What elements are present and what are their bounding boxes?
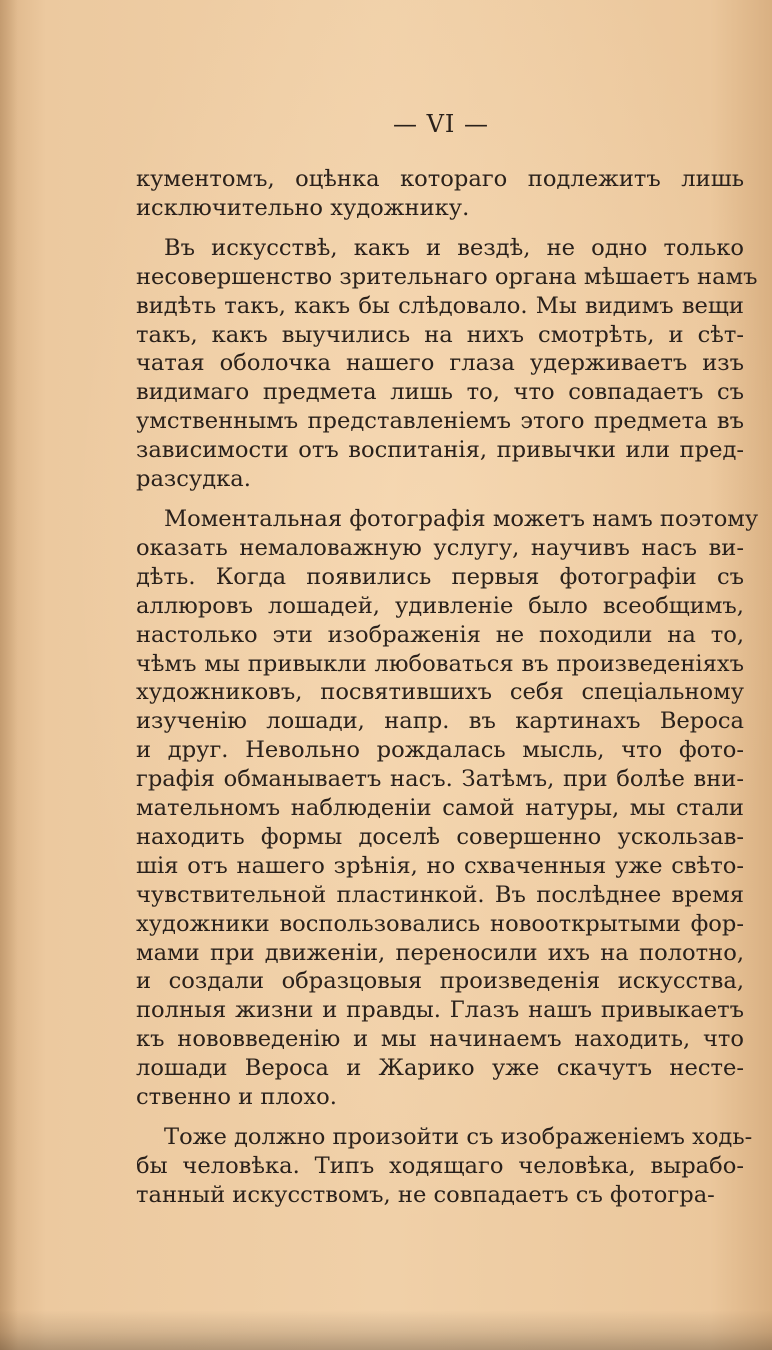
- text-line: художники воспользовались новооткрытыми фор-: [136, 910, 744, 937]
- text-line: художниковъ, посвятившихъ себя спеціальному: [136, 679, 744, 706]
- text-line: умственнымъ представленіемъ этого предмета въ: [136, 408, 744, 435]
- page-left-edge-shadow: [0, 0, 18, 1350]
- text-line: графія обманываетъ насъ. Затѣмъ, при болѣе вни-: [136, 766, 744, 793]
- text-line: такъ, какъ выучились на нихъ смотрѣть, и сѣт-: [136, 321, 744, 348]
- text-line: полныя жизни и правды. Глазъ нашъ привыкаетъ: [136, 997, 744, 1024]
- page-bottom-edge-shadow: [0, 1310, 772, 1350]
- text-line: бы человѣка. Типъ ходящаго человѣка, вырабо-: [136, 1152, 744, 1179]
- text-line: Тоже должно произойти съ изображеніемъ ходь-: [164, 1124, 753, 1150]
- text-line: дѣть. Когда появились первыя фотографіи съ: [136, 563, 744, 590]
- text-line: чѣмъ мы привыкли любоваться въ произведеніяхъ: [136, 650, 744, 677]
- text-line: несовершенство зрительнаго органа мѣшаетъ намъ: [136, 263, 758, 290]
- text-line: видимаго предмета лишь то, что совпадаетъ съ: [136, 379, 744, 406]
- text-line: настолько эти изображенія не походили на то,: [136, 621, 744, 648]
- text-line: изученію лошади, напр. въ картинахъ Вероса: [136, 708, 744, 735]
- text-line: чатая оболочка нашего глаза удерживаетъ изъ: [136, 350, 744, 377]
- text-line: ственно и плохо.: [136, 1084, 337, 1111]
- text-line: разсудка.: [136, 466, 251, 493]
- text-line: аллюровъ лошадей, удивленіе было всеобщимъ,: [136, 592, 744, 619]
- text-line: находить формы доселѣ совершенно ускользав-: [136, 823, 744, 850]
- text-line: зависимости отъ воспитанія, привычки или пред-: [136, 437, 744, 464]
- text-line: танный искусствомъ, не совпадаетъ съ фотогра-: [136, 1181, 715, 1208]
- text-line: исключительно художнику.: [136, 194, 470, 221]
- text-line: къ нововведенію и мы начинаемъ находить, что: [136, 1026, 744, 1053]
- text-line: оказать немаловажную услугу, научивъ насъ ви-: [136, 534, 744, 561]
- paragraph: [136, 165, 744, 223]
- text-line: кументомъ, оцѣнка котораго подлежитъ лишь: [136, 166, 744, 192]
- page-number: — VI —: [392, 110, 490, 138]
- paragraph: [136, 505, 759, 1112]
- text-line: мательномъ наблюденіи самой натуры, мы стали: [136, 795, 744, 822]
- text-line: шія отъ нашего зрѣнія, но схваченныя уже свѣто-: [136, 852, 744, 879]
- body-text: [136, 165, 759, 1221]
- text-line: чувствительной пластинкой. Въ послѣднее время: [136, 881, 744, 908]
- text-line: мами при движеніи, переносили ихъ на полотно,: [136, 939, 744, 966]
- text-line: лошади Вероса и Жарико уже скачутъ несте-: [136, 1055, 744, 1082]
- text-line: Въ искусствѣ, какъ и вездѣ, не одно только: [164, 234, 744, 261]
- text-line: Моментальная фотографія можетъ намъ поэтому: [164, 505, 759, 532]
- paragraph: [136, 1123, 753, 1210]
- text-line: и друг. Невольно рождалась мысль, что фото-: [136, 737, 744, 764]
- paragraph: [136, 234, 758, 494]
- text-line: видѣть такъ, какъ бы слѣдовало. Мы видимъ вещи: [136, 292, 744, 319]
- text-line: и создали образцовыя произведенія искусства,: [136, 968, 744, 995]
